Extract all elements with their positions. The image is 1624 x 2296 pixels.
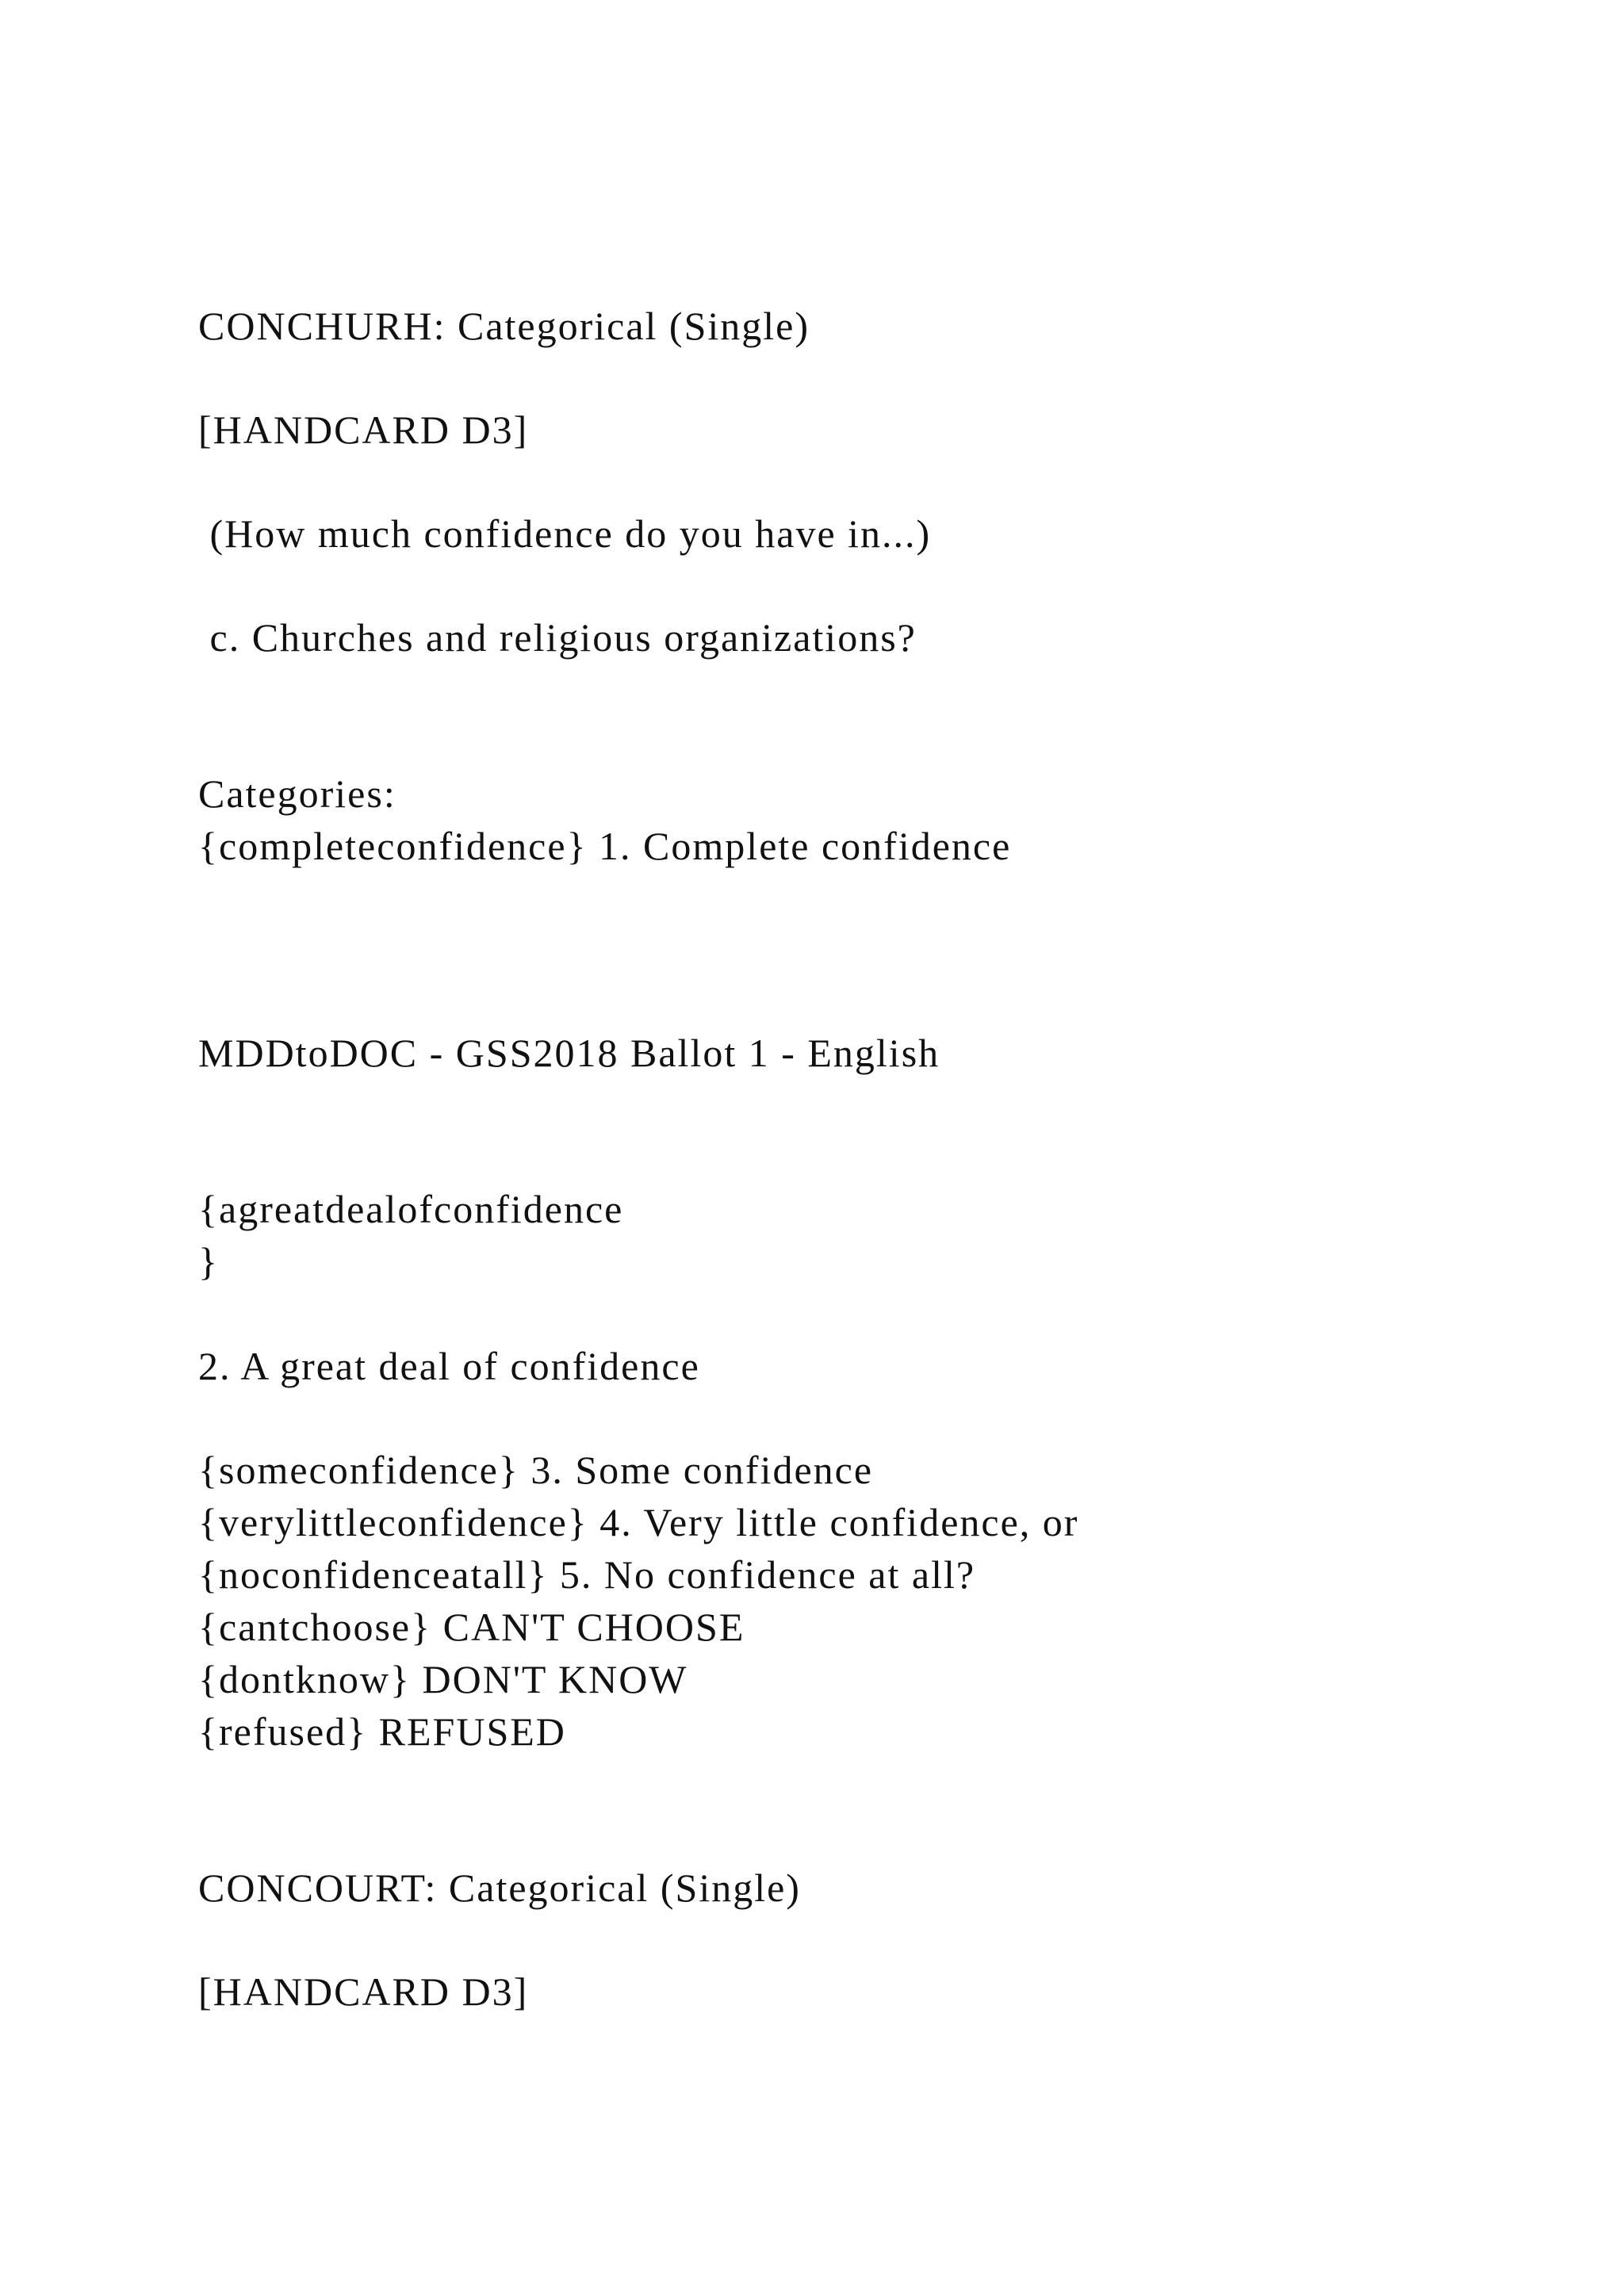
category-dont-know: {dontknow} DON'T KNOW [198,1657,688,1701]
handcard-label-2: [HANDCARD D3] [198,1969,529,2014]
page-footer: MDDtoDOC - GSS2018 Ballot 1 - English [198,1031,940,1075]
concourt-heading: CONCOURT: Categorical (Single) [198,1866,801,1910]
code-open: {agreatdealofconfidence [198,1187,624,1231]
category-refused: {refused} REFUSED [198,1709,566,1754]
categories-label: Categories: [198,771,396,816]
category-some-confidence: {someconfidence} 3. Some confidence [198,1448,874,1492]
question-item: c. Churches and religious organizations? [198,615,917,660]
category-great-deal: 2. A great deal of confidence [198,1344,700,1388]
category-no-confidence: {noconfidenceatall} 5. No confidence at all? [198,1552,976,1597]
category-very-little: {verylittleconfidence} 4. Very little confidence, or [198,1500,1079,1544]
question-intro: (How much confidence do you have in...) [198,511,932,556]
category-cant-choose: {cantchoose} CAN'T CHOOSE [198,1605,745,1649]
category-complete-confidence: {completeconfidence} 1. Complete confidence [198,824,1012,868]
code-close: } [198,1239,219,1284]
conchurh-heading: CONCHURH: Categorical (Single) [198,304,810,348]
handcard-label: [HANDCARD D3] [198,408,529,452]
